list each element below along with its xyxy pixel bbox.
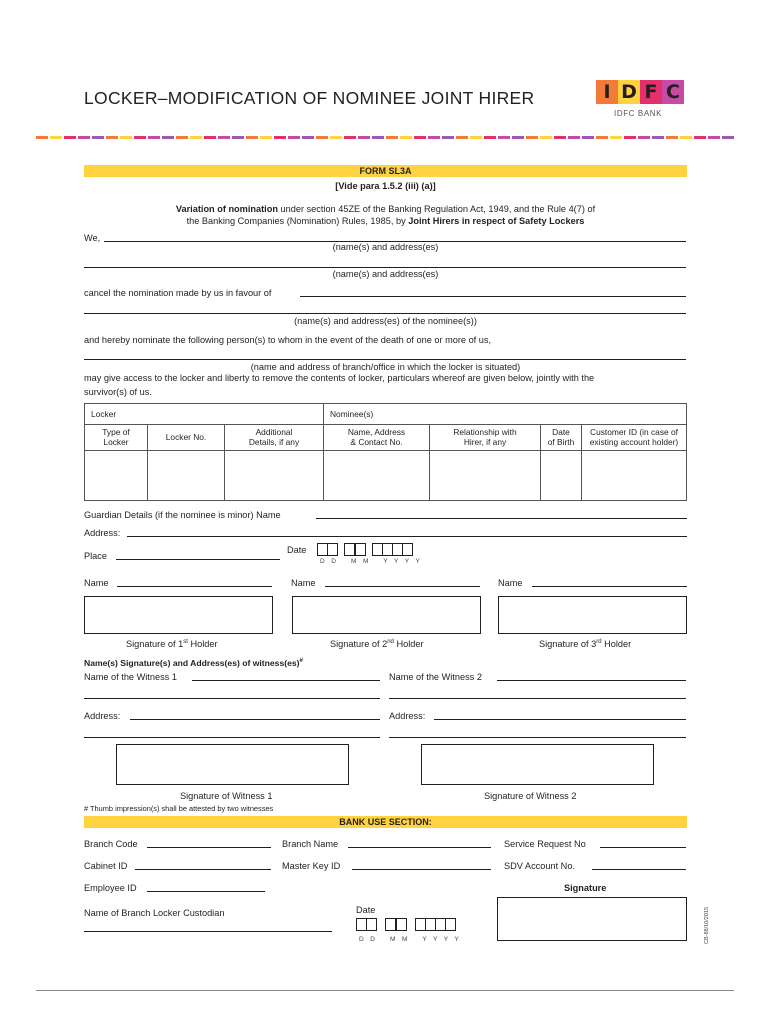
bank-date-label: Date [356, 905, 376, 915]
col-locker-no: Locker No. [148, 425, 225, 451]
stripe-segment [260, 136, 272, 139]
sig1-text: Signature of 1 [126, 639, 184, 650]
stripe-segment [512, 136, 524, 139]
cabinet-id-label: Cabinet ID [84, 861, 128, 871]
variation-line2-a: the Banking Companies (Nomination) Rules, 1985, by [186, 216, 409, 226]
bank-signature-label: Signature [564, 883, 607, 893]
stripe-segment [442, 136, 454, 139]
col-relationship: Relationship with Hirer, if any [430, 425, 541, 451]
stripe-segment [162, 136, 174, 139]
vide-para: [Vide para 1.5.2 (iii) (a)] [335, 181, 436, 191]
stripe-segment [232, 136, 244, 139]
stripe-segment [470, 136, 482, 139]
logo-letter: D [618, 80, 640, 104]
variation-bold: Variation of nomination [175, 204, 278, 214]
holder3-signature-box[interactable] [498, 596, 687, 634]
master-key-line[interactable] [352, 869, 491, 870]
witness2-address-label: Address: [389, 711, 426, 721]
guardian-label: Guardian Details (if the nominee is minor) Name [84, 510, 281, 520]
table-row [85, 451, 687, 501]
stripe-segment [624, 136, 636, 139]
holder2-signature-label [330, 637, 424, 650]
holder1-signature-label [126, 637, 218, 650]
witness-heading [84, 656, 303, 669]
service-request-line[interactable] [600, 847, 686, 848]
access-text-2: survivor(s) of us. [84, 387, 152, 397]
stripe-segment [120, 136, 132, 139]
custodian-line[interactable] [84, 931, 332, 932]
sig3-text: Signature of 3 [539, 639, 597, 650]
stripe-segment [288, 136, 300, 139]
date-label: Date [287, 545, 307, 555]
logo-letter: C [662, 80, 684, 104]
sig1-sup: st [183, 639, 188, 645]
cancel-line[interactable] [300, 296, 686, 297]
year-boxes[interactable] [372, 543, 413, 556]
holder1-signature-box[interactable] [84, 596, 273, 634]
witness2-name-label: Name of the Witness 2 [389, 672, 482, 682]
service-request-label: Service Request No [504, 839, 586, 849]
date-boxes[interactable] [317, 543, 413, 556]
holder1-name-label: Name [84, 578, 109, 588]
custodian-label: Name of Branch Locker Custodian [84, 908, 225, 918]
stripe-segment [694, 136, 706, 139]
bank-date-format: D D M M Y Y Y Y [359, 936, 462, 943]
place-line[interactable] [116, 559, 280, 560]
cell-customer-id[interactable] [582, 451, 687, 501]
witness2-address-line[interactable] [434, 719, 686, 720]
sig2-holder: Holder [393, 639, 424, 650]
place-label: Place [84, 551, 107, 561]
holder3-name-line[interactable] [532, 586, 687, 587]
holder2-name-label: Name [291, 578, 316, 588]
day-boxes[interactable] [317, 543, 337, 556]
logo-subtitle: IDFC BANK [614, 109, 663, 118]
branch-name-line[interactable] [348, 847, 491, 848]
stripe-segment [400, 136, 412, 139]
witness2-signature-box[interactable] [421, 744, 654, 785]
stripe-segment [64, 136, 76, 139]
bank-month-boxes[interactable] [385, 918, 405, 931]
stripe-segment [204, 136, 216, 139]
stripe-segment [316, 136, 328, 139]
bank-use-bar: BANK USE SECTION: [84, 816, 687, 828]
stripe-segment [372, 136, 384, 139]
stripe-segment [554, 136, 566, 139]
idfc-logo [596, 80, 684, 104]
holder2-name-line[interactable] [325, 586, 480, 587]
col-customer-id: Customer ID (in case of existing account holder) [582, 425, 687, 451]
cell-name[interactable] [324, 451, 430, 501]
cancel-label: cancel the nomination made by us in favour of [84, 288, 272, 298]
stripe-segment [218, 136, 230, 139]
guardian-address-line[interactable] [127, 536, 687, 537]
names-line-2[interactable] [84, 267, 686, 268]
cell-locker-no[interactable] [148, 451, 225, 501]
witness1-signature-label: Signature of Witness 1 [180, 791, 273, 801]
col-type-of-locker: Type of Locker [85, 425, 148, 451]
stripe-segment [610, 136, 622, 139]
stripe-segment [344, 136, 356, 139]
branch-line[interactable] [84, 359, 686, 360]
guardian-name-line[interactable] [316, 518, 687, 519]
bank-signature-box[interactable] [497, 897, 687, 941]
stripe-segment [526, 136, 538, 139]
logo-letter: F [640, 80, 662, 104]
sig2-text: Signature of 2 [330, 639, 388, 650]
stripe-segment [302, 136, 314, 139]
holder1-name-line[interactable] [117, 586, 272, 587]
stripe-segment [106, 136, 118, 139]
stripe-segment [274, 136, 286, 139]
sdv-account-label: SDV Account No. [504, 861, 575, 871]
table-group-locker: Locker [85, 404, 324, 425]
stripe-segment [428, 136, 440, 139]
stripe-segment [666, 136, 678, 139]
bank-day-boxes[interactable] [356, 918, 376, 931]
sig3-sup: rd [596, 639, 602, 645]
cabinet-id-line[interactable] [135, 869, 271, 870]
stripe-segment [134, 136, 146, 139]
witness1-address-label: Address: [84, 711, 121, 721]
holder2-signature-box[interactable] [292, 596, 481, 634]
branch-code-line[interactable] [147, 847, 271, 848]
stripe-segment [330, 136, 342, 139]
cell-relationship[interactable] [430, 451, 541, 501]
variation-line-1 [84, 204, 687, 215]
witness2-address-line-2[interactable] [389, 737, 686, 738]
witness-heading-text: Name(s) Signature(s) and Address(es) of witness(es) [84, 657, 300, 668]
nominee-table [84, 403, 687, 501]
variation-line-2 [84, 216, 687, 227]
page-title: LOCKER–MODIFICATION OF NOMINEE JOINT HIRER [84, 88, 535, 108]
sig2-sup: nd [387, 639, 394, 645]
access-text-1: may give access to the locker and liberty to remove the contents of locker, particulars whereof are given below, jointly with the [84, 373, 595, 383]
stripe-segment [582, 136, 594, 139]
witness1-name-label: Name of the Witness 1 [84, 672, 177, 682]
witness1-address-line-2[interactable] [84, 737, 380, 738]
stripe-segment [456, 136, 468, 139]
stripe-segment [722, 136, 734, 139]
stripe-segment [484, 136, 496, 139]
variation-line2-b: Joint Hirers in respect of Safety Lockers [408, 216, 585, 226]
stripe-segment [638, 136, 650, 139]
holder3-name-label: Name [498, 578, 523, 588]
stripe-segment [176, 136, 188, 139]
stripe-segment [50, 136, 62, 139]
branch-name-label: Branch Name [282, 839, 339, 849]
logo-letter: I [596, 80, 618, 104]
sig1-holder: Holder [187, 639, 218, 650]
stripe-segment [498, 136, 510, 139]
holder3-signature-label [539, 637, 631, 650]
stripe-segment [190, 136, 202, 139]
nominee-line[interactable] [84, 313, 686, 314]
witness1-signature-box[interactable] [116, 744, 349, 785]
stripe-segment [680, 136, 692, 139]
witness-heading-sup: # [299, 658, 303, 664]
witness1-address-line[interactable] [130, 719, 380, 720]
stripe-segment [596, 136, 608, 139]
stripe-segment [148, 136, 160, 139]
cell-additional[interactable] [225, 451, 324, 501]
form-title-bar: FORM SL3A [84, 165, 687, 177]
form-code: CB-88/10/2015 [704, 907, 710, 944]
variation-rest: under section 45ZE of the Banking Regulation Act, 1949, and the Rule 4(7) of [277, 204, 596, 214]
branch-code-label: Branch Code [84, 839, 138, 849]
stripe-segment [708, 136, 720, 139]
decorative-stripe [36, 136, 734, 140]
names-label-1: (name(s) and address(es) [332, 242, 439, 252]
col-name-address: Name, Address & Contact No. [324, 425, 430, 451]
stripe-segment [652, 136, 664, 139]
sig3-holder: Holder [601, 639, 632, 650]
we-label: We, [84, 233, 101, 243]
cell-dob[interactable] [541, 451, 582, 501]
cell-type[interactable] [85, 451, 148, 501]
bank-date-boxes[interactable] [356, 918, 456, 931]
stripe-segment [386, 136, 398, 139]
employee-id-label: Employee ID [84, 883, 137, 893]
stripe-segment [358, 136, 370, 139]
stripe-segment [36, 136, 48, 139]
branch-label: (name and address of branch/office in which the locker is situated) [250, 362, 521, 372]
table-group-nominee: Nominee(s) [324, 404, 687, 425]
bank-year-boxes[interactable] [415, 918, 456, 931]
stripe-segment [568, 136, 580, 139]
employee-id-line[interactable] [147, 891, 265, 892]
date-format: D D M M Y Y Y Y [320, 558, 423, 565]
col-additional-details: Additional Details, if any [225, 425, 324, 451]
sdv-account-line[interactable] [592, 869, 686, 870]
stripe-segment [414, 136, 426, 139]
col-dob: Date of Birth [541, 425, 582, 451]
names-label-2: (name(s) and address(es) [332, 269, 439, 279]
address-label: Address: [84, 528, 121, 538]
thumb-note: # Thumb impression(s) shall be attested by two witnesses [84, 804, 274, 813]
witness1-name-line-2[interactable] [84, 698, 380, 699]
witness1-name-line[interactable] [192, 680, 380, 681]
witness2-name-line[interactable] [497, 680, 686, 681]
stripe-segment [92, 136, 104, 139]
stripe-segment [78, 136, 90, 139]
witness2-name-line-2[interactable] [389, 698, 686, 699]
master-key-label: Master Key ID [282, 861, 341, 871]
witness2-signature-label: Signature of Witness 2 [484, 791, 577, 801]
stripe-segment [540, 136, 552, 139]
nominee-label: (name(s) and address(es) of the nominee(s)) [294, 316, 477, 326]
stripe-segment [246, 136, 258, 139]
month-boxes[interactable] [344, 543, 364, 556]
bottom-rule [36, 990, 734, 991]
hereby-text: and hereby nominate the following person(s) to whom in the event of the death of one or more of us, [84, 335, 492, 345]
